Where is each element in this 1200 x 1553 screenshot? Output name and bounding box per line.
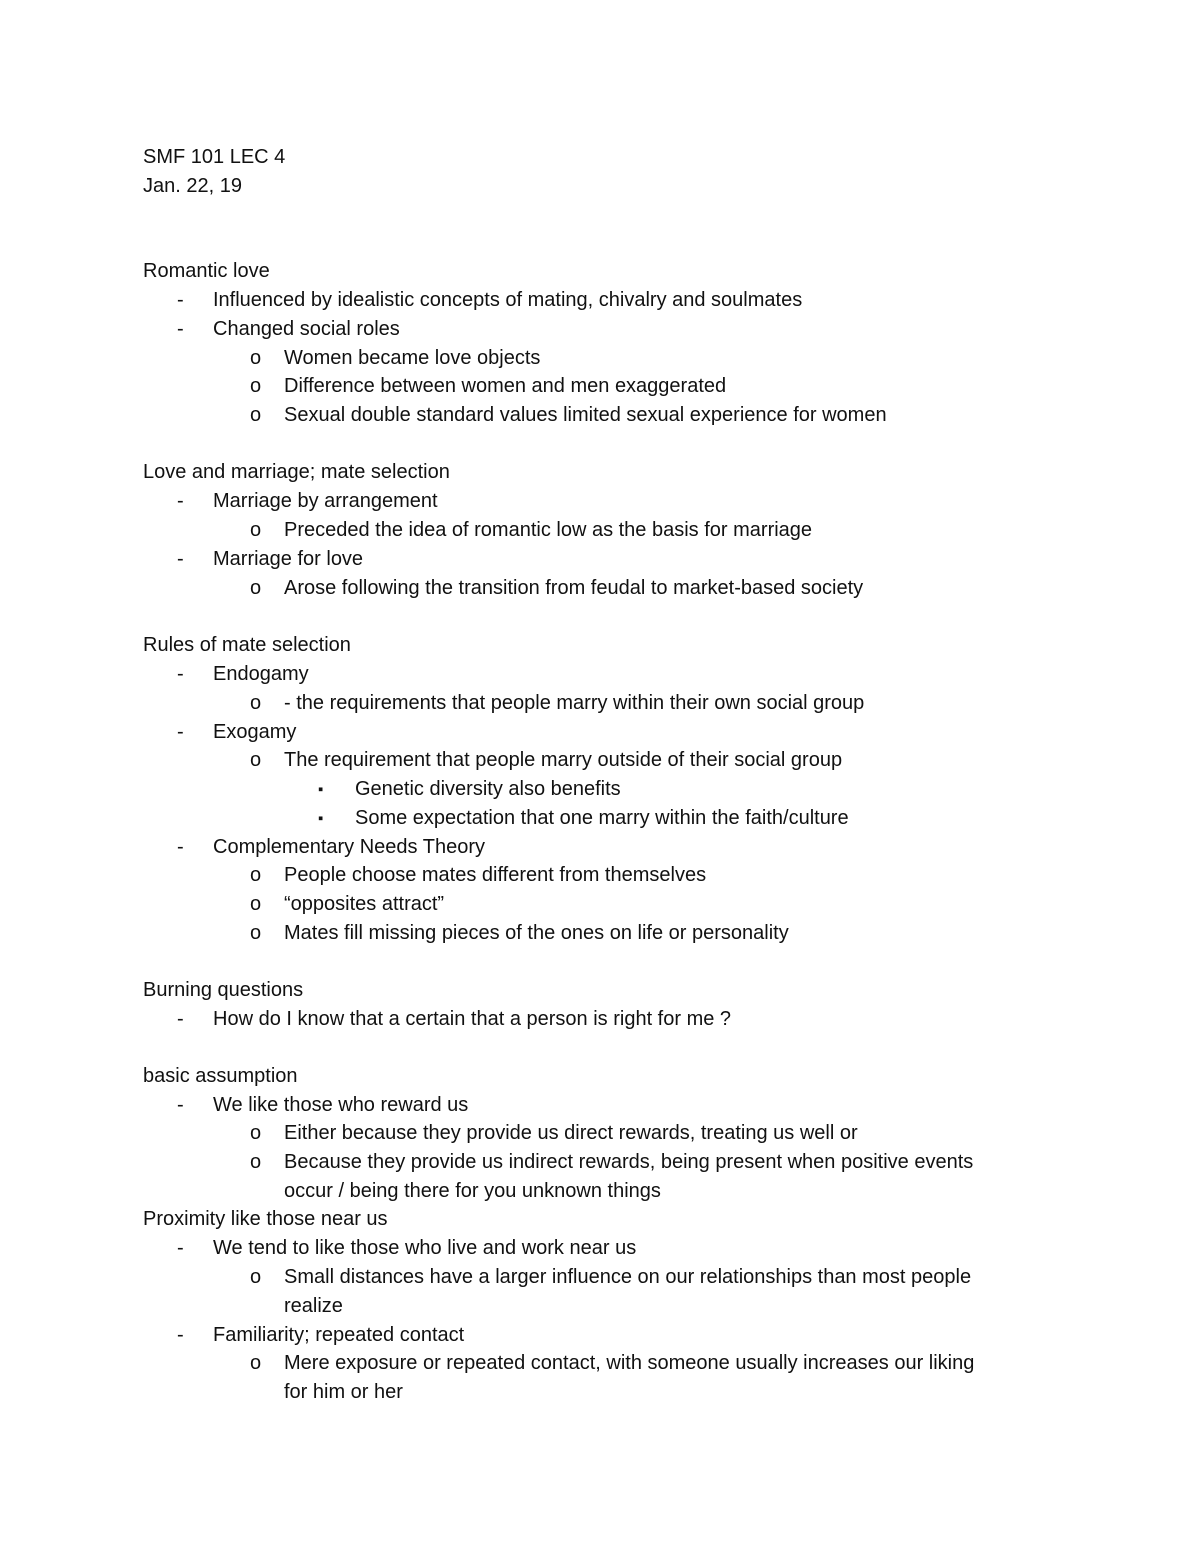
list-item-text: Difference between women and men exaggerated [284,375,727,397]
list-item-text: Influenced by idealistic concepts of mating, chivalry and soulmates [213,289,803,311]
dash-bullet: - [177,289,184,311]
list-item-text: Preceded the idea of romantic low as the basis for marriage [284,519,813,541]
list-item-text: Small distances have a larger influence on our relationships than most people [284,1266,972,1288]
circle-bullet: o [250,347,262,369]
circle-bullet: o [250,1122,262,1144]
list-item-text: Sexual double standard values limited sexual experience for women [284,404,887,426]
circle-bullet: o [250,519,262,541]
list-item-continuation: occur / being there for you unknown things [284,1180,661,1202]
list-item-text: We like those who reward us [213,1094,469,1116]
list-item-text: People choose mates different from themselves [284,864,707,886]
list-item-text: Endogamy [213,663,309,685]
list-item-continuation: realize [284,1295,343,1317]
list-item-text: Complementary Needs Theory [213,836,485,858]
circle-bullet: o [250,1151,262,1173]
dash-bullet: - [177,490,184,512]
section-heading-burning-questions: Burning questions [143,979,304,1001]
section-heading-love-marriage: Love and marriage; mate selection [143,461,450,483]
list-item-text: Mere exposure or repeated contact, with someone usually increases our liking [284,1352,975,1374]
circle-bullet: o [250,375,262,397]
list-item-text: Some expectation that one marry within the faith/culture [355,807,849,829]
section-heading-rules: Rules of mate selection [143,634,351,656]
dash-bullet: - [177,1094,184,1116]
dash-bullet: - [177,836,184,858]
list-item-text: Women became love objects [284,347,541,369]
list-item-text: We tend to like those who live and work near us [213,1237,637,1259]
list-item-text: Familiarity; repeated contact [213,1324,465,1346]
section-heading-romantic-love: Romantic love [143,260,270,282]
document-date: Jan. 22, 19 [143,175,242,197]
circle-bullet: o [250,577,262,599]
dash-bullet: - [177,721,184,743]
list-item-text: Exogamy [213,721,297,743]
document-title: SMF 101 LEC 4 [143,146,286,168]
circle-bullet: o [250,864,262,886]
dash-bullet: - [177,1008,184,1030]
circle-bullet: o [250,893,262,915]
dash-bullet: - [177,548,184,570]
list-item-text: Genetic diversity also benefits [355,778,621,800]
section-heading-proximity: Proximity like those near us [143,1208,388,1230]
list-item-text: “opposites attract” [284,893,445,915]
list-item-text: Changed social roles [213,318,400,340]
circle-bullet: o [250,1352,262,1374]
dash-bullet: - [177,1237,184,1259]
circle-bullet: o [250,692,262,714]
list-item-text: Either because they provide us direct rewards, treating us well or [284,1122,858,1144]
dash-bullet: - [177,1324,184,1346]
list-item-text: Arose following the transition from feudal to market-based society [284,577,864,599]
list-item-continuation: for him or her [284,1381,403,1403]
dash-bullet: - [177,318,184,340]
square-bullet: ▪ [318,810,324,827]
section-heading-basic-assumption: basic assumption [143,1065,298,1087]
dash-bullet: - [177,663,184,685]
circle-bullet: o [250,749,262,771]
list-item-text: - the requirements that people marry within their own social group [284,692,865,714]
list-item-text: Mates fill missing pieces of the ones on life or personality [284,922,789,944]
circle-bullet: o [250,922,262,944]
circle-bullet: o [250,404,262,426]
list-item-text: How do I know that a certain that a person is right for me ? [213,1008,732,1030]
list-item-text: Marriage by arrangement [213,490,438,512]
list-item-text: Marriage for love [213,548,364,570]
list-item-text: Because they provide us indirect rewards, being present when positive events [284,1151,974,1173]
circle-bullet: o [250,1266,262,1288]
list-item-text: The requirement that people marry outside of their social group [284,749,843,771]
square-bullet: ▪ [318,781,324,798]
